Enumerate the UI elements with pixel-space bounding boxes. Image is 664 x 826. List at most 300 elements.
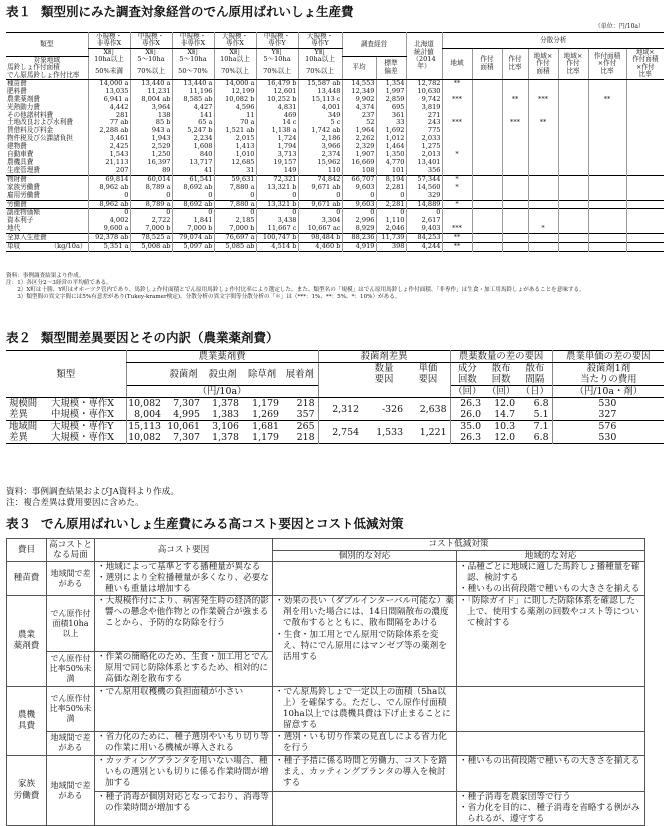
t3-condition-header: 高コストと なる局面 [47,539,95,562]
t1-cell: 13,440 a [172,79,214,87]
t1-significance [472,209,502,217]
t1-significance [588,79,626,87]
t1-significance: * [442,175,472,183]
t1-significance [502,104,528,112]
table2 [6,350,664,444]
t1-significance [528,175,558,183]
t1-significance [528,151,558,159]
t1-significance [472,225,502,233]
t1-row [6,192,664,200]
t3-factor: ・地域によって基準とする播種量が異なる ・選別により全粒播種量が多くなり、必要な種いも重量は増加する [95,562,273,596]
t2-herbicide: 除草剤 [247,368,277,380]
t1-significance [626,151,664,159]
t1-cell: 110 [298,167,342,175]
t2-count-cell: 35.0 [450,421,484,433]
t1-row-label: 肥料費 [7,86,27,95]
t1-significance [502,243,528,252]
table1-caption: 類型別にみた調査対象経営のでん原用ばれいしょ生産費 [41,4,354,19]
t1-cell: 70 a [214,119,256,127]
t1-significance [588,200,626,209]
t2-group-label: 規模間 [9,398,38,409]
t1-cell: 15,962 [298,159,342,167]
t1-cell: 33 [376,119,406,127]
t1-cell: 14,560 [406,184,442,192]
t1-significance: ** [528,119,558,127]
t1-cell: 356 [406,167,442,175]
t1-cell: 1,742 ab [298,127,342,135]
t1-cell: 2,234 [172,135,214,143]
t1-significance [626,192,664,200]
t1-significance [626,234,664,243]
t1-cell: 8,789 a [130,184,172,192]
t1-significance [472,200,502,209]
t2-count-cell: 7.1 [518,421,552,433]
t1-cell: 1,250 [130,151,172,159]
t1-cell: 4,002 [88,217,130,225]
t1-cell: 31 [214,167,256,175]
t1-cell: 76,697 a [214,234,256,243]
t1-cell: 2,046 [376,225,406,233]
t1-cell: 1,138 a [256,127,298,135]
t2-row [6,398,664,410]
t1-survey-header: 調査経営 [342,33,406,57]
t2-count-cell: 10.3 [484,421,518,433]
t1-cell: 0 [298,192,342,200]
t2-count-cell: 26.3 [450,398,484,410]
t2-type-name: 大規模・専作Y [48,421,126,433]
t1-size: 10ha以上 [298,56,342,64]
t1-cell: 88,236 [342,234,376,243]
t1-cell: 16,669 [342,159,376,167]
t1-row-label: 物財費 [6,175,88,183]
t1-cell: 1,692 [376,127,406,135]
t1-cell: 12,199 [214,88,256,96]
t2-diff-cell: 1,533 [362,421,406,444]
t1-significance [626,217,664,225]
t1-cell: 12,349 [342,88,376,96]
t1-cell: 0 [256,192,298,200]
t1-significance [626,167,664,175]
t1-significance [472,119,502,127]
t1-cell: 3,304 [298,217,342,225]
t1-cell: 1,724 [256,135,298,143]
t1-cell: 10,630 [406,88,442,96]
t2-cost-cell: 10,082 [126,398,164,410]
t3-regional-measure: ・種いもの出荷段階で種いもの大きさを揃える [457,755,645,791]
table2-title [6,331,279,345]
t1-cell: 4,427 [172,104,214,112]
t1-anova-all: 地域× 作付面積 ×作付 比率 [626,48,664,79]
t2-group-label: 差異 [9,432,28,443]
t1-cell: 11,667 c [256,225,298,233]
t1-cell: 60,014 [130,175,172,183]
t1-significance [558,159,588,167]
t1-significance [558,175,588,183]
t1-significance: *** [502,119,528,127]
t2-diff-cell: 2,638 [419,403,447,415]
t1-significance [528,79,558,87]
t2-diff-cell: 2,754 [318,421,362,444]
t1-significance [626,135,664,143]
t1-cell: 57,344 [406,175,442,183]
t1-significance [528,209,558,217]
t1-significance [442,159,472,167]
t1-row [6,200,664,209]
t1-cell: 7,000 b [172,225,214,233]
t1-significance [472,243,502,252]
t1-town: X町 [130,48,172,56]
t1-significance [472,88,502,96]
t1-avg-header: 平均 [342,56,376,79]
t2-insecticide: 殺虫剤 [208,368,237,380]
t1-significance [528,135,558,143]
t1-cell: 13,321 b [256,184,298,192]
t1-cell: 13,440 a [130,79,172,87]
table1 [6,32,664,252]
t1-cell: 13,321 b [256,200,298,209]
t1-cell: 2,281 [376,184,406,192]
t3-regional-measure: ・種子消毒を農家団等で行う ・省力化を目的に、種子消毒を省略する例がみられるが、遵守する [457,791,645,825]
t1-row-label: 全算入生産費 [6,234,88,243]
t1-cell: 0 [214,192,256,200]
t1-cell: 21,113 [88,159,130,167]
t1-significance [472,135,502,143]
t2-body [6,398,664,444]
t2-cost-cell: 1,378 [212,432,240,443]
t1-ratio: 70%以上 [130,64,172,79]
t1-cell: 9,603 [342,200,376,209]
t1-cell: 9,603 [342,184,376,192]
t1-significance [502,151,528,159]
t3-condition: でん原作付比率50%未満 [47,686,95,731]
t2-spray-count-2: 回数 [491,374,511,385]
t1-anova-region: 地域 [442,48,472,79]
t1-significance [588,184,626,192]
t1-cell: 3,438 [256,217,298,225]
t1-cell: 14,889 [406,200,442,209]
t3-seed-cost: 種苗費 [7,562,47,596]
t1-anova-header: 分散分析 [442,33,664,49]
t1-cell: 8,962 ab [88,184,130,192]
t1-cell: 1,943 [130,135,172,143]
t2-fungicide: 殺菌剤 [169,368,198,380]
t2-cost-cell: 1,269 [252,409,280,420]
t1-type-name: 中規模・ 専作X [130,33,172,49]
t1-significance: ** [442,234,472,243]
t1-significance [626,225,664,233]
t1-significance [472,217,502,225]
t1-significance: ** [588,96,626,104]
t1-cell: 85 b [130,119,172,127]
t1-cell: 11,196 [172,88,214,96]
t1-significance: ** [442,243,472,252]
t1-cell: 2,529 [130,143,172,151]
t1-cell: 69,814 [88,175,130,183]
t1-ratio: 70%以上 [298,64,342,79]
t1-cell: 7,880 a [214,200,256,209]
t1-cell: 1,521 ab [214,127,256,135]
t1-significance [472,79,502,87]
t1-cell: 5,008 ab [130,243,172,252]
t1-size: 5〜10ha [172,56,214,64]
t1-significance [558,225,588,233]
t1-significance [626,104,664,112]
t1-cell: 0 [88,192,130,200]
t1-cell: 8,585 ab [172,96,214,104]
t1-cell: 2,374 [298,151,342,159]
t1-row [6,243,664,252]
t1-cell: 3,819 [406,104,442,112]
t1-cell: 695 [376,104,406,112]
t1-cell: 4,001 [298,104,342,112]
t3-agri-cost: 農業 薬剤費 [7,596,47,686]
t2-count-cell: 26.3 [450,432,484,444]
t2-qty-factor: 数量 [374,363,394,374]
t2-price-cell: 530 [552,432,664,444]
t1-note: 資料：事例調査結果より作成。 [6,273,85,279]
t1-cell: 14 c [256,119,298,127]
t1-cell: 11 [214,112,256,120]
t1-cell: 9,902 [342,96,376,104]
t1-significance [472,104,502,112]
t1-cell: 0 [130,192,172,200]
table1-notes [6,273,646,301]
t1-significance [502,135,528,143]
t1-type-name: 中規模・ 非専作X [172,33,214,49]
t1-cell: 1,275 [406,143,442,151]
t1-cell: 13,448 [298,88,342,96]
t1-cell: 19,157 [256,159,298,167]
t1-significance [472,112,502,120]
t1-cell: 2,996 [342,217,376,225]
t1-cell: 398 [376,243,406,252]
t2-cost-cell: 218 [296,398,315,409]
t1-significance [442,135,472,143]
t1-significance [558,167,588,175]
t1-type-name: 小規模・ 非専作X [88,33,130,49]
t1-cell: 8,692 ab [172,184,214,192]
t1-significance [472,234,502,243]
table1-title [6,5,354,19]
t1-cell: 108 [342,167,376,175]
t1-cell: 1,794 [256,143,298,151]
t1-cell: 5 c [298,119,342,127]
t1-significance [558,143,588,151]
t1-significance [472,175,502,183]
t1-significance [472,127,502,135]
t1-cell: 2,262 [342,135,376,143]
t1-cell: 0 [342,192,376,200]
t1-cell: 349 [298,112,342,120]
t1-town: Y町 [256,48,298,56]
t1-cell: 1,608 [172,143,214,151]
t1-significance [502,200,528,209]
t1-significance [588,225,626,233]
t2-comp-count: 成分 [450,363,484,375]
t1-cell: 10,667 ac [298,225,342,233]
t1-cell: 4,460 b [298,243,342,252]
t1-cell: 3,713 [256,151,298,159]
t1-significance [626,79,664,87]
t2-price-cell: 530 [552,398,664,410]
t1-ratio: 70%以上 [256,64,298,79]
t1-cell: 1,997 [376,88,406,96]
t2-note: 資料：事例調査結果およびJA資料より作成。 [6,487,179,497]
t1-cell: 12,601 [256,88,298,96]
t1-cell: 8,962 ab [88,200,130,209]
t1-significance [558,151,588,159]
t2-cost-cell: 218 [296,432,315,443]
t1-significance [588,192,626,200]
t2-unit-day: （日） [518,386,552,398]
t1-body [6,79,664,251]
t1-significance [502,175,528,183]
t1-significance [528,192,558,200]
t1-cell: 77 ab [88,119,130,127]
table3 [6,538,645,826]
t1-significance [626,159,664,167]
t3-individual-measure [273,562,457,596]
t1-cell: 0 [376,192,406,200]
t1-cell: 0 [172,209,214,217]
t1-cell: 2,033 [406,135,442,143]
t2-cost-cell: 10,061 [164,421,203,433]
t1-note: 2）X町は十勝、Y町はオホーツク管内であり、馬鈴しょ作付面積とでん原用馬鈴しょ作付比率により選定した。また、類型名の「規模」はでん原用馬鈴しょ作付面積、「非専作」は生食・加工用馬鈴しょがあることを意味する。 [6,287,585,293]
t1-significance [472,151,502,159]
t1-significance [626,88,664,96]
t1-significance [442,127,472,135]
t1-cell: 1,012 [376,135,406,143]
t1-significance [558,234,588,243]
t1-significance [558,184,588,192]
t1-significance [558,135,588,143]
t3-individual-measure: ・種子予措に係る時間と労働力、コストを踏まえ、カッティングプランタの導入を検討する [273,755,457,791]
t1-cell: 4,596 [214,104,256,112]
t1-significance [626,127,664,135]
t1-cell: 237 [342,112,376,120]
t1-significance: * [442,184,472,192]
t1-anova-region-area: 地域× 作付 面積 [528,48,558,79]
t2-cost-cell: 1,383 [212,409,240,420]
t3-regional-measure: ・「防除ガイド」に則した防除体系を確認した上で、使用する薬剤の回数やコスト等について検討する [457,596,645,686]
t1-cell: 16,397 [130,159,172,167]
t3-condition: でん原作付面積10ha以上 [47,596,95,652]
t2-row [6,421,664,433]
t3-condition: でん原作付比率50%未満 [47,652,95,686]
t1-ratio: 50%未満 [88,64,130,79]
t1-row-label: 雇用労働費 [7,190,40,199]
t1-cell: 9,671 ab [298,184,342,192]
t1-cell: 100,747 b [256,234,298,243]
t2-count-cell: 6.8 [533,398,549,409]
t2-fungi-diff-header: 殺菌剤差異 [318,351,450,363]
t1-cell: 243 [406,119,442,127]
t2-note: 注：複合差異は費用要因に含めた。 [6,498,144,508]
t1-cell: 8,194 [376,175,406,183]
t1-cell: 4,831 [256,104,298,112]
t1-cell: 4,442 [88,104,130,112]
t2-price-header: 農業単価の差の要因 [552,351,664,363]
t1-cell: 52 [342,119,376,127]
t1-significance [502,192,528,200]
t2-cost-cell: 7,307 [173,398,201,409]
t2-unit-times: （回） [484,386,518,398]
table3-caption: でん原用ばれいしょ生産費にみる高コスト要因とコスト低減対策 [41,516,404,531]
t1-significance [528,104,558,112]
t1-cell: 2,859 [376,96,406,104]
t1-cell: 8,004 ab [130,96,172,104]
t1-cell: 141 [172,112,214,120]
t1-cell: 41 [172,167,214,175]
t1-significance [502,79,528,87]
t1-cell: 1,964 [342,127,376,135]
t2-spray-interval: 散布 [525,363,545,374]
t1-significance [528,127,558,135]
t1-significance [588,143,626,151]
t1-significance [588,243,626,252]
t3-factor: ・カッティングプランタを用いない場合、種いもの選別といも切りに係る作業時間が増加する [95,755,273,791]
t1-cell: 5,097 ab [172,243,214,252]
t1-cell: 4,770 [376,159,406,167]
t1-cell: 9,600 a [88,225,130,233]
t2-diff-cell: 2,312 [318,398,362,421]
table1-number: 表１ [6,4,32,19]
t1-significance [588,104,626,112]
table1-unit: （単位：円/10a） [594,23,644,30]
t1-cell: 13,035 [88,88,130,96]
t2-qty-factor-2: 要因 [374,374,394,386]
t1-row-label: 農機具費 [7,158,34,166]
t1-cell: 66,707 [342,175,376,183]
t1-row-label: 副産物価額 [6,209,88,217]
t3-condition: 地域間で差がある [47,562,95,596]
table2-number: 表２ [6,330,32,345]
t2-cost-cell: 10,082 [126,432,164,444]
t1-cell: 4,514 b [256,243,298,252]
t1-cell: 7,880 a [214,184,256,192]
t1-significance [502,184,528,192]
t1-sd-header: 標準 偏差 [376,56,406,79]
t1-cell: 3,461 [88,135,130,143]
t1-significance [588,234,626,243]
t1-significance [588,175,626,183]
table2-caption: 類型間差異要因とその内訳（農業薬剤費） [41,330,279,345]
t1-row-label: 生産管理費 [7,165,40,174]
t1-significance [528,184,558,192]
t3-individual-measure [273,791,457,825]
t1-cell: 1,543 [88,151,130,159]
t1-town: X町 [172,48,214,56]
t1-cell: 98,484 b [298,234,342,243]
t1-cell: 1,413 [214,143,256,151]
t1-row-label: 自動車費 [7,150,34,159]
t1-significance: ** [502,96,528,104]
t1-cell: 16,479 b [256,79,298,87]
t1-significance [558,119,588,127]
t1-size: 5〜10ha [130,56,172,64]
t1-significance [588,209,626,217]
t2-per-agent-cost: 殺菌剤1剤 [552,363,664,375]
t1-cell: 2,015 [214,135,256,143]
t1-cell: 329 [406,192,442,200]
t1-cell: 3,964 [130,104,172,112]
t1-significance [502,127,528,135]
t1-cell: 84,253 [406,234,442,243]
t1-cell: 11,739 [376,234,406,243]
t1-significance [588,127,626,135]
t1-cell: 0 [88,209,130,217]
t1-significance [528,243,558,252]
